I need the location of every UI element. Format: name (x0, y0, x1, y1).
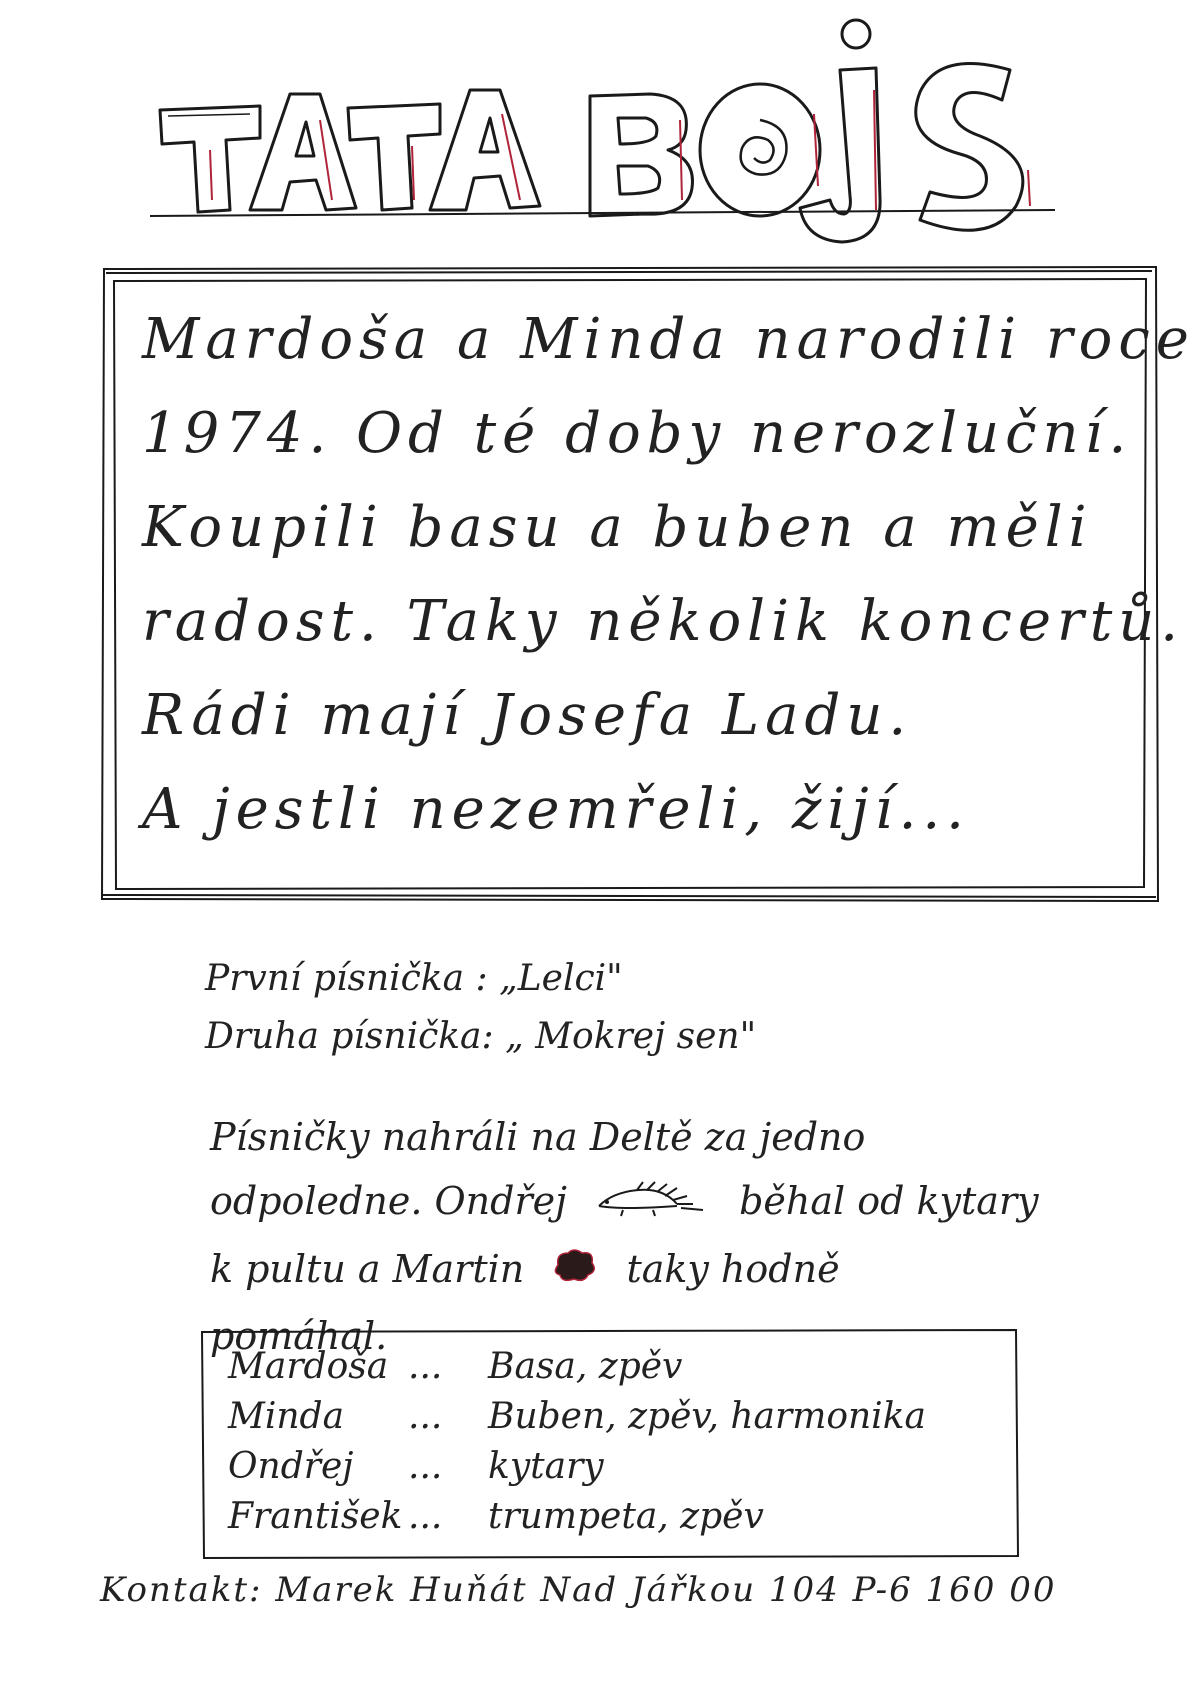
second-song: Druha písnička: „ Mokrej sen" (205, 1016, 757, 1057)
songs-list (205, 950, 1005, 1066)
member-role: Basa, zpěv (488, 1346, 683, 1387)
first-song: První písnička : „Lelci" (205, 958, 623, 999)
recording-line-2a: odpoledne. Ondřej (210, 1179, 567, 1223)
story-line-3: Koupili basu a buben a měli (142, 495, 1093, 560)
title-lettering (150, 10, 1070, 250)
member-row (228, 1492, 926, 1542)
member-dots: ... (408, 1346, 443, 1387)
recording-line-3b: taky hodně (626, 1246, 840, 1291)
recording-line-3a: k pultu a Martin (210, 1246, 525, 1291)
recording-line-4: pomáhal. (210, 1314, 388, 1358)
recording-line-1: Písničky nahráli na Deltě za jedno (210, 1115, 866, 1159)
members-list (228, 1342, 926, 1542)
recording-line-2b: běhal od kytary (739, 1179, 1039, 1223)
story-line-6: A jestli nezemřeli, žijí... (142, 777, 970, 842)
recording-line-2 (210, 1169, 1110, 1237)
story-line-4: radost. Taky několik koncertů. (142, 589, 1185, 654)
story-line-2: 1974. Od té doby nerozluční. (142, 401, 1133, 466)
member-role: kytary (488, 1446, 604, 1487)
member-dots: ... (408, 1496, 443, 1537)
member-role: trumpeta, zpěv (488, 1496, 764, 1537)
band-title (150, 10, 1070, 250)
ink-blot-icon (550, 1240, 600, 1304)
member-name: František (228, 1496, 403, 1537)
story-line-1: Mardoša a Minda narodili roce (142, 307, 1195, 372)
member-row (228, 1442, 926, 1492)
members-frame (200, 1328, 1020, 1560)
story-frame (100, 265, 1195, 905)
member-name: Minda (228, 1396, 345, 1437)
contact-line: Kontakt: Marek Huňát Nad Jářkou 104 P-6 160 00 (100, 1570, 1057, 1610)
member-name: Ondřej (228, 1446, 354, 1487)
member-row (228, 1392, 926, 1442)
story-line-5: Rádi mají Josefa Ladu. (142, 683, 913, 748)
member-dots: ... (408, 1446, 443, 1487)
member-name: Mardoša (228, 1346, 389, 1387)
recording-line-3 (210, 1237, 1110, 1305)
member-row (228, 1342, 926, 1392)
hedgehog-icon (593, 1173, 713, 1237)
member-dots: ... (408, 1396, 443, 1437)
member-role: Buben, zpěv, harmonika (488, 1396, 926, 1437)
